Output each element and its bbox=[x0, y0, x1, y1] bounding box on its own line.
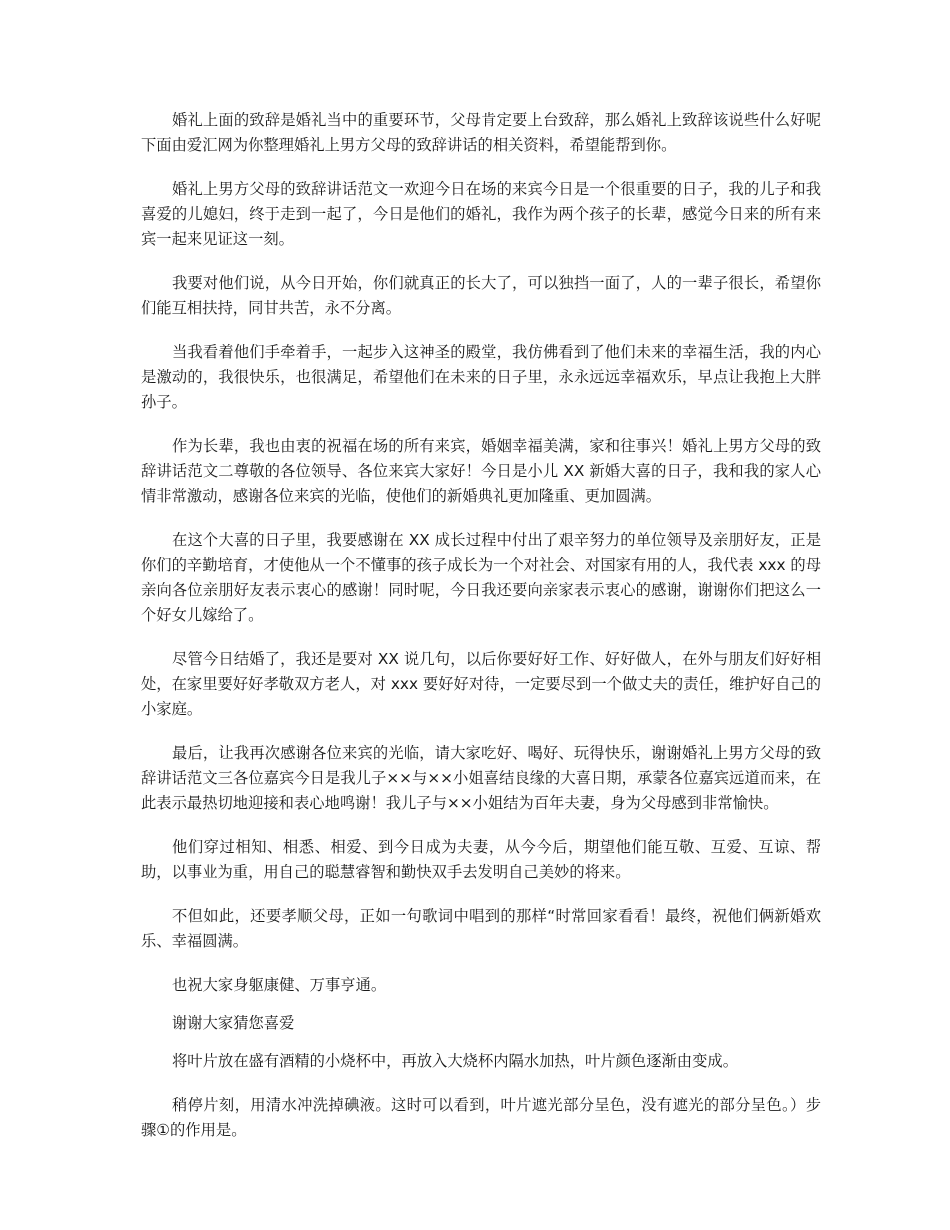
paragraph-filial-piety: 不但如此，还要孝顺父母，正如一句歌词中唱到的那样“时常回家看看！最终，祝他们俩新婚欢乐、幸福圆满。 bbox=[141, 907, 821, 950]
paragraph-couple-wishes: 他们穿过相知、相悉、相爱、到今日成为夫妻，从今今后，期望他们能互敬、互爱、互谅、帮助，以事业为重，用自己的聪慧睿智和勤快双手去发明自己美妙的将来。 bbox=[141, 838, 821, 881]
paragraph-thanks-leaders: 在这个大喜的日子里，我要感谢在 XX 成长过程中付出了艰辛努力的单位领导及亲朋好友，正是你们的辛勤培育，才使他从一个不懂事的孩子成长为一个对社会、对国家有用的人，我代表 xxx 的母亲向各位亲朋好友表示衷心的感谢！同时呢，今日我还要向亲家表示衷心的感谢，谢谢你们把这么一个好女儿嫁给了。 bbox=[141, 531, 821, 624]
document-page bbox=[141, 108, 821, 1162]
paragraph-speech-one: 婚礼上男方父母的致辞讲话范文一欢迎今日在场的来宾今日是一个很重要的日子，我的儿子和我喜爱的儿媳妇，终于走到一起了，今日是他们的婚礼，我作为两个孩子的长辈，感觉今日来的所有来宾一起来见证这一刻。 bbox=[141, 180, 821, 248]
paragraph-advice-son: 尽管今日结婚了，我还是要对 XX 说几句，以后你要好好工作、好好做人，在外与朋友们好好相处，在家里要好好孝敬双方老人，对 xxx 要好好对待，一定要尽到一个做丈夫的责任，维护好自己的小家庭。 bbox=[141, 650, 821, 718]
paragraph-speech-two: 作为长辈，我也由衷的祝福在场的所有来宾，婚姻幸福美满，家和往事兴！婚礼上男方父母的致辞讲话范文二尊敬的各位领导、各位来宾大家好！今日是小儿 XX 新婚大喜的日子，我和我的家人心情非常激动，感谢各位来宾的光临，使他们的新婚典礼更加隆重、更加圆满。 bbox=[141, 437, 821, 505]
paragraph-hand-in-hand: 当我看着他们手牵着手，一起步入这神圣的殿堂，我仿佛看到了他们未来的幸福生活，我的内心是激动的，我很快乐，也很满足，希望他们在未来的日子里，永永远远幸福欢乐，早点让我抱上大胖孙子。 bbox=[141, 343, 821, 411]
paragraph-intro: 婚礼上面的致辞是婚礼当中的重要环节，父母肯定要上台致辞，那么婚礼上致辞该说些什么好呢下面由爱汇网为你整理婚礼上男方父母的致辞讲话的相关资料，希望能帮到你。 bbox=[141, 111, 821, 154]
paragraph-blessing: 也祝大家身躯康健、万事亨通。 bbox=[172, 976, 387, 994]
paragraph-thanks: 谢谢大家猜您喜爱 bbox=[172, 1014, 295, 1032]
paragraph-iodine-rinse: 稍停片刻，用清水冲洗掉碘液。这时可以看到，叶片遮光部分呈色，没有遮光的部分呈色。）步骤①的作用是。 bbox=[141, 1096, 821, 1139]
paragraph-leaf-experiment: 将叶片放在盛有酒精的小烧杯中，再放入大烧杯内隔水加热，叶片颜色逐渐由变成。 bbox=[172, 1052, 738, 1070]
paragraph-wishes: 我要对他们说，从今日开始，你们就真正的长大了，可以独挡一面了，人的一辈子很长，希望你们能互相扶持，同甘共苦，永不分离。 bbox=[141, 274, 821, 317]
paragraph-speech-three: 最后，让我再次感谢各位来宾的光临，请大家吃好、喝好、玩得快乐，谢谢婚礼上男方父母的致辞讲话范文三各位嘉宾今日是我儿子××与××小姐喜结良缘的大喜日期，承蒙各位嘉宾远道而来，在此表示最热切地迎接和表心地鸣谢！我儿子与××小姐结为百年夫妻，身为父母感到非常愉快。 bbox=[141, 744, 821, 812]
